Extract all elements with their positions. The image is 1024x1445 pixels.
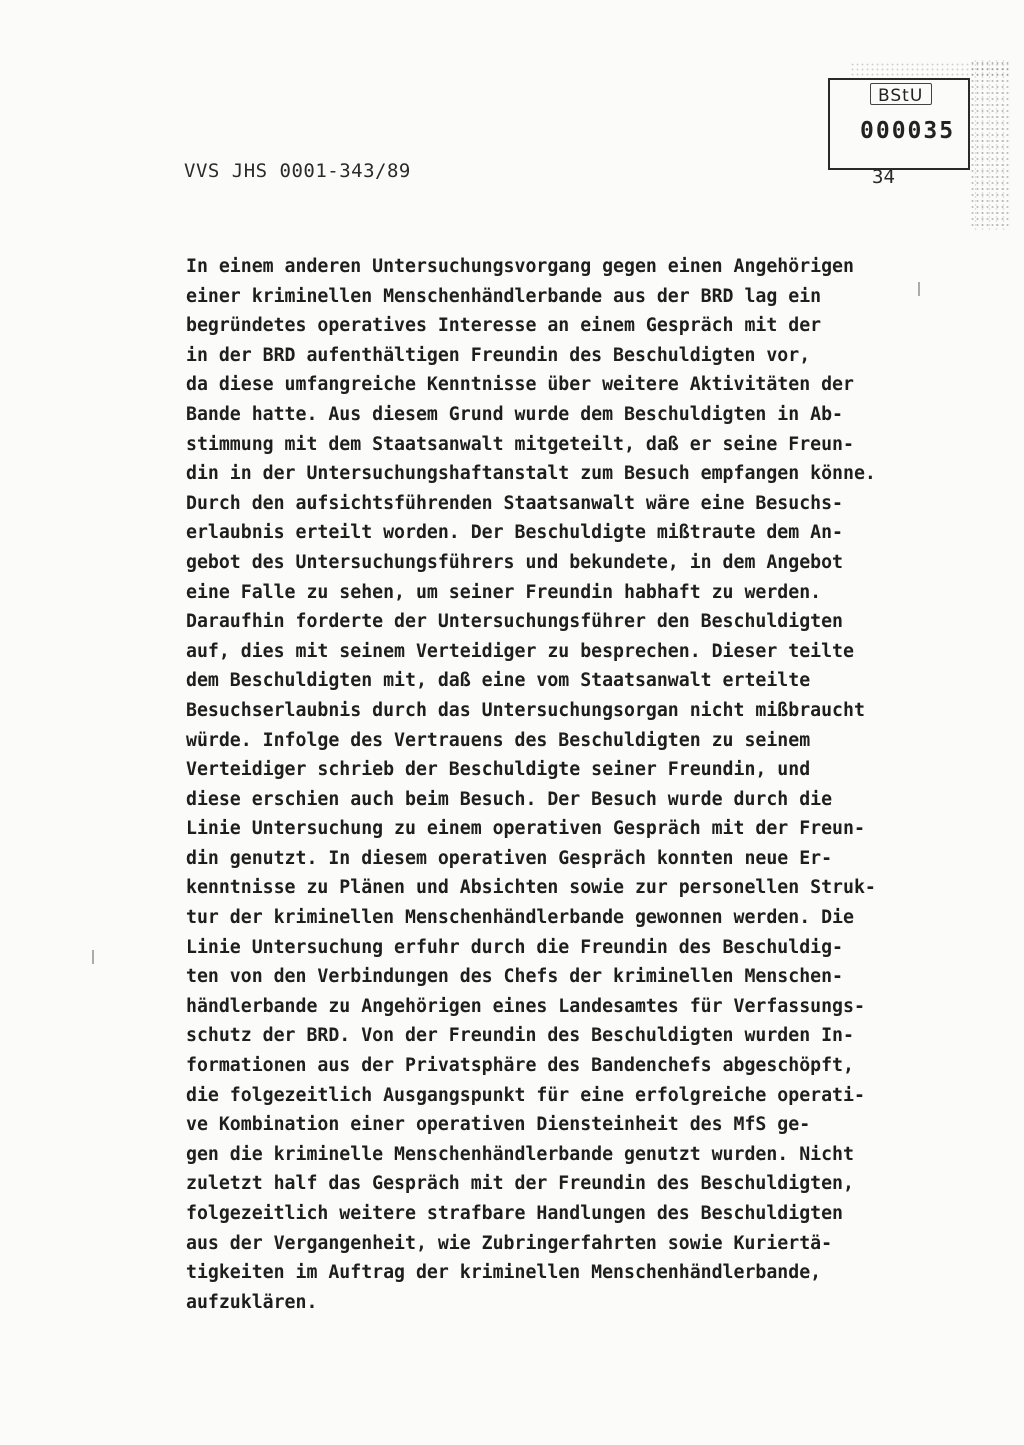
text-line: tigkeiten im Auftrag der kriminellen Menschenhändlerbande, <box>186 1262 822 1284</box>
text-line: würde. Infolge des Vertrauens des Beschuldigten zu seinem <box>186 729 811 751</box>
text-line: diese erschien auch beim Besuch. Der Besuch wurde durch die <box>186 788 833 810</box>
text-line: eine Falle zu sehen, um seiner Freundin habhaft zu werden. <box>186 581 822 603</box>
text-line: Verteidiger schrieb der Beschuldigte seiner Freundin, und <box>186 759 811 781</box>
text-line: folgezeitlich weitere strafbare Handlungen des Beschuldigten <box>186 1203 843 1224</box>
scan-noise-right <box>970 60 1010 230</box>
stamp-label: BStU <box>878 86 924 106</box>
text-line: begründetes operatives Interesse an einem Gespräch mit der <box>186 315 822 337</box>
text-line: din in der Untersuchungshaftanstalt zum Besuch empfangen könne. <box>186 463 876 485</box>
text-line: tur der kriminellen Menschenhändlerbande gewonnen werden. Die <box>186 907 854 929</box>
body-paragraph <box>186 252 966 1317</box>
text-line: zuletzt half das Gespräch mit der Freundin des Beschuldigten, <box>186 1173 854 1195</box>
text-line: einer kriminellen Menschenhändlerbande aus der BRD lag ein <box>186 285 822 307</box>
text-line: gen die kriminelle Menschenhändlerbande genutzt wurden. Nicht <box>186 1143 854 1165</box>
archive-stamp <box>828 78 970 170</box>
text-line: dem Beschuldigten mit, daß eine vom Staatsanwalt erteilte <box>186 670 811 692</box>
text-line: Daraufhin forderte der Untersuchungsführer den Beschuldigten <box>186 611 843 633</box>
text-line: ve Kombination einer operativen Diensteinheit des MfS ge- <box>186 1114 811 1136</box>
text-line: stimmung mit dem Staatsanwalt mitgeteilt, daß er seine Freun- <box>186 433 854 455</box>
document-reference: VVS JHS 0001-343/89 <box>184 160 411 182</box>
text-line: gebot des Untersuchungsführers und bekundete, in dem Angebot <box>186 551 843 573</box>
text-line: in der BRD aufenthältigen Freundin des Beschuldigten vor, <box>186 344 811 366</box>
page-number: 34 <box>872 166 895 188</box>
stamp-number: 000035 <box>860 118 956 144</box>
text-line: In einem anderen Untersuchungsvorgang gegen einen Angehörigen <box>186 256 854 277</box>
text-line: Durch den aufsichtsführenden Staatsanwalt wäre eine Besuchs- <box>186 492 843 514</box>
text-line: Linie Untersuchung zu einem operativen Gespräch mit der Freun- <box>186 818 865 840</box>
text-line: Linie Untersuchung erfuhr durch die Freundin des Beschuldig- <box>186 936 843 958</box>
text-line: auf, dies mit seinem Verteidiger zu besprechen. Dieser teilte <box>186 640 854 662</box>
text-line: din genutzt. In diesem operativen Gespräch konnten neue Er- <box>186 847 833 869</box>
text-line: ten von den Verbindungen des Chefs der kriminellen Menschen- <box>186 966 843 988</box>
text-line: händlerbande zu Angehörigen eines Landesamtes für Verfassungs- <box>186 995 865 1017</box>
text-line: aus der Vergangenheit, wie Zubringerfahrten sowie Kuriertä- <box>186 1232 833 1254</box>
text-line: aufzuklären. <box>186 1291 318 1313</box>
text-line: schutz der BRD. Von der Freundin des Beschuldigten wurden In- <box>186 1025 854 1047</box>
text-line: da diese umfangreiche Kenntnisse über weitere Aktivitäten der <box>186 374 854 396</box>
text-line: Bande hatte. Aus diesem Grund wurde dem Beschuldigten in Ab- <box>186 403 843 425</box>
text-line: die folgezeitlich Ausgangspunkt für eine erfolgreiche operati- <box>186 1084 865 1106</box>
text-line: erlaubnis erteilt worden. Der Beschuldigte mißtraute dem An- <box>186 522 843 544</box>
text-line: Besuchserlaubnis durch das Untersuchungsorgan nicht mißbraucht <box>186 699 865 721</box>
text-line: formationen aus der Privatsphäre des Bandenchefs abgeschöpft, <box>186 1055 854 1077</box>
margin-mark <box>92 950 94 964</box>
text-line: kenntnisse zu Plänen und Absichten sowie zur personellen Struk- <box>186 877 876 899</box>
